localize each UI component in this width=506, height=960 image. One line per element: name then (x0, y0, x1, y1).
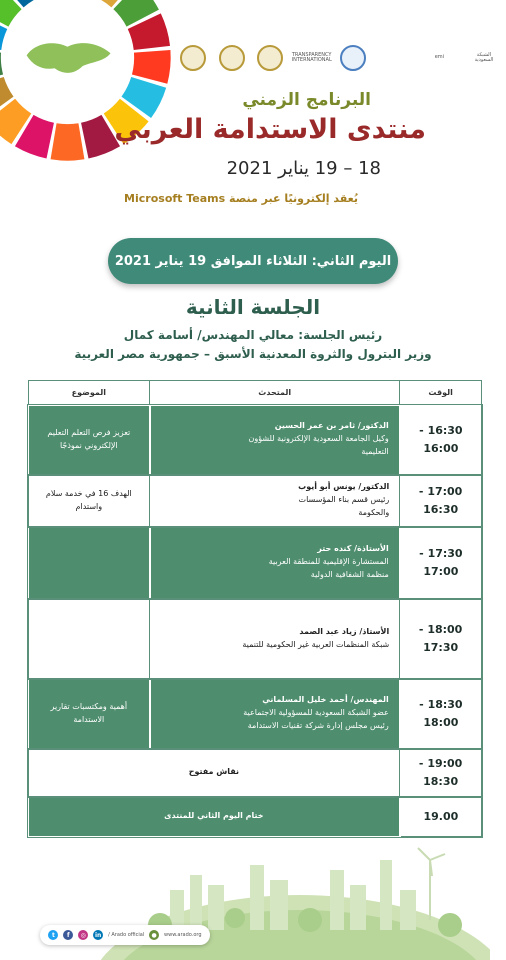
social-handle: / Arado official (108, 932, 145, 938)
table-row (28, 749, 482, 797)
un-logo (340, 45, 366, 71)
row-closing: ختام اليوم الثاني للمنتدى (28, 797, 400, 837)
transparency-logo: TRANSPARENCY INTERNATIONAL (291, 51, 332, 63)
speaker-name: الأستاذة/ كنده حتر (317, 544, 389, 554)
speaker-role: المستشارة الإقليمية للمنطقة العربية (268, 557, 389, 567)
row-open-discussion: نقاش مفتوح (28, 749, 400, 797)
table-row (28, 679, 482, 749)
table-row (28, 599, 482, 679)
row-speaker (150, 527, 400, 599)
speaker-name: الدكتور/ ثامر بن عمر الحسين (274, 421, 389, 431)
network-logo (379, 45, 411, 71)
speaker-role: وكيل الجامعة السعودية الإلكترونية للشؤون (248, 434, 389, 444)
table-row (28, 797, 482, 837)
row-time: 18:00 - 17:30 (400, 599, 482, 679)
row-topic: أهمية ومكتسبات تقارير الاستدامة (28, 679, 150, 749)
speaker-role: رئيس قسم بناء المؤسسات (298, 495, 390, 505)
speaker-role: التعليمية (361, 446, 389, 456)
row-speaker (150, 405, 400, 475)
row-topic (28, 599, 150, 679)
header (0, 0, 506, 230)
schedule-table (27, 380, 482, 838)
table-row (28, 405, 482, 475)
facebook-icon[interactable]: f (63, 930, 73, 940)
header-topic: الموضوع (28, 381, 150, 405)
session-chair: رئيس الجلسة: معالي المهندس/ أسامة كمال (123, 328, 383, 342)
partner-logos (180, 42, 500, 74)
row-speaker (150, 679, 400, 749)
row-time: 19.00 (400, 797, 482, 837)
league-logo (219, 45, 245, 71)
sdg-segment (132, 50, 171, 84)
speaker-role: رئيس مجلس إدارة شركة تقنيات الاستدامة (247, 720, 389, 730)
arab-org-logo (180, 45, 206, 71)
header-speaker: المتحدث (150, 381, 400, 405)
forum-title: منتدى الاستدامة العربي (114, 114, 426, 145)
day-banner (108, 238, 398, 284)
speaker-role: منظمة الشفافية الدولية (310, 569, 389, 579)
table-header-row (28, 381, 482, 405)
speaker-name: الدكتور/ يونس أبو أيوب (298, 482, 390, 492)
website-link[interactable]: www.arado.org (164, 932, 202, 938)
speaker-role: والحكومة (358, 507, 390, 517)
social-footer (40, 925, 210, 945)
row-topic (28, 527, 150, 599)
row-topic: الهدف 16 في خدمة سلام واستدام (28, 475, 150, 527)
speaker-role: شبكة المنظمات العربية غير الحكومية للتنمية (242, 639, 390, 649)
session-title: الجلسة الثانية (185, 295, 321, 319)
row-time: 17:30 - 17:00 (400, 527, 482, 599)
sdg-segment (51, 123, 85, 160)
forum-dates: 18 – 19 يناير 2021 (226, 158, 381, 179)
saudi-network-logo: الشبكة السعودية (474, 51, 494, 63)
row-time: 19:00 - 18:30 (400, 749, 482, 797)
twitter-icon[interactable]: t (48, 930, 58, 940)
row-topic: تعزيز فرص التعلم التعليم الإلكتروني نموذجًا (28, 405, 150, 475)
speaker-name: المهندس/ أحمد خليل المسلماني (262, 695, 389, 705)
instagram-icon[interactable]: ◎ (78, 930, 88, 940)
session-chair-role: وزير البترول والثروة المعدنية الأسبق – جمهورية مصر العربية (74, 347, 432, 361)
table-row (28, 527, 482, 599)
online-note: يُعقد إلكترونيًا عبر منصة Microsoft Teams (124, 192, 358, 205)
row-time: 18:30 - 18:00 (400, 679, 482, 749)
arado-logo-icon: ● (149, 930, 159, 940)
emi-logo: emi (434, 54, 445, 61)
row-speaker (150, 599, 400, 679)
linkedin-icon[interactable]: in (95, 931, 102, 939)
header-time: الوقت (400, 381, 482, 405)
speaker-role: عضو الشبكة السعودية للمسؤولية الاجتماعية (243, 708, 389, 718)
day-label: اليوم الثاني: الثلاثاء الموافق 19 يناير 2021 (114, 253, 392, 269)
row-time: 16:30 - 16:00 (400, 405, 482, 475)
seal-logo (257, 45, 283, 71)
table-row (28, 475, 482, 527)
row-speaker (150, 475, 400, 527)
speaker-name: الأستاذ/ زياد عبد الصمد (299, 626, 390, 636)
row-time: 17:00 - 16:30 (400, 475, 482, 527)
program-title: البرنامج الزمني (242, 90, 371, 110)
